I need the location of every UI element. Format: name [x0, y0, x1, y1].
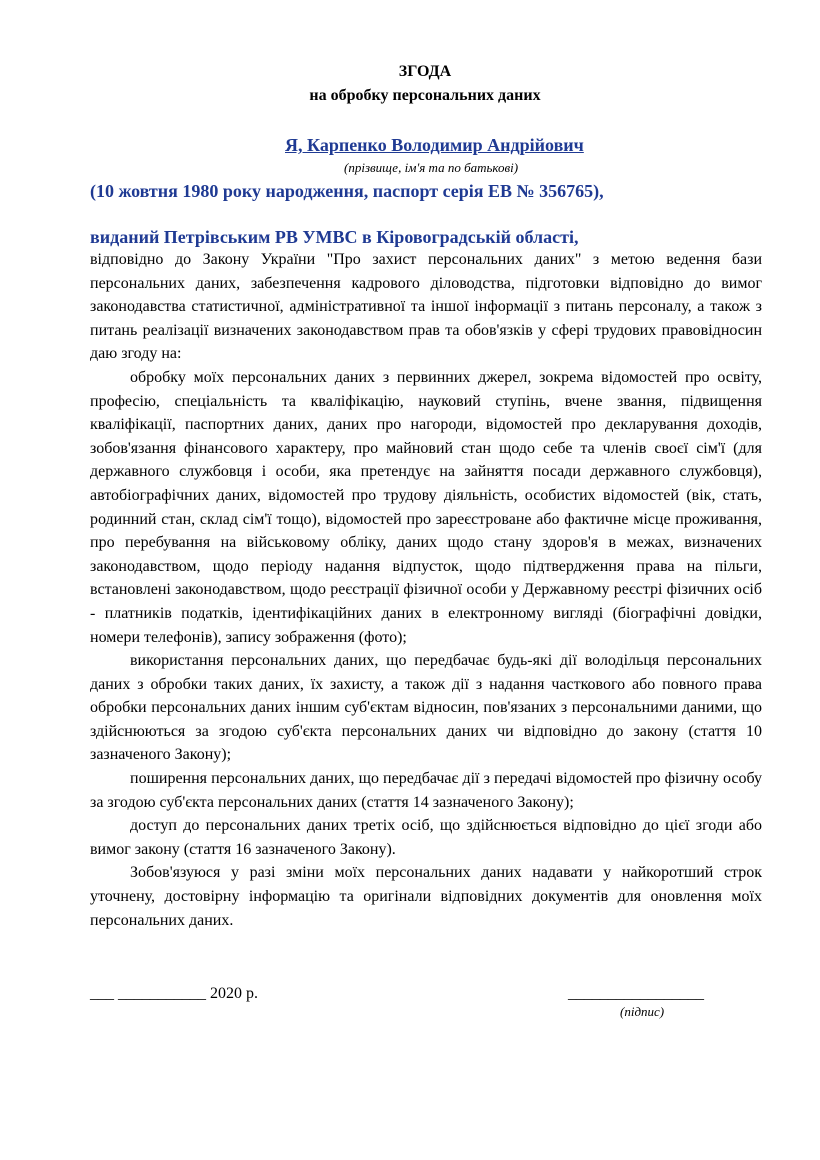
processing-paragraph: обробку моїх персональних даних з первинних джерел, зокрема відомостей про освіту, професію, спеціальність та кваліфікацію, науковий ступінь, вчене звання, підвищення кваліфікації, паспортних даних, даних про нагороди, відомостей про декларування доходів, зобов'язання фінансового характеру, про майновий стан щодо себе та членів своєї сім'ї (для державного службовця і особи, яка претендує на зайняття посади державного службовця), автобіографічних даних, відомостей про трудову діяльність, особистих відомостей (вік, стать, родинний стан, склад сім'ї тощо), відомостей про зареєстроване або фактичне місце проживання, про перебування на військовому обліку, даних щодо стану здоров'я в межах, визначених законодавством, щодо періоду надання відпусток, щодо підтвердження права на пільги, встановлені законодавством, щодо реєстрації фізичної особи у Державному реєстрі фізичних осіб - платників податків, ідентифікаційних даних в електронному вигляді (біографічні довідки, номери телефонів), запису зображення (фото); [90, 368, 762, 646]
document-title: ЗГОДА [398, 63, 452, 80]
usage-paragraph: використання персональних даних, що передбачає будь-які дії володільця персональних даних з обробки таких даних, їх захисту, а також дії з надання часткового або повного права обробки персональних даних іншим суб'єктам відносин, пов'язаних з персональними даними, що здійснюються за згодою суб'єкта персональних даних чи відповідно до закону (стаття 10 зазначеного Закону); [90, 652, 762, 764]
person-name: Я, Карпенко Володимир Андрійович [285, 135, 584, 155]
distribution-paragraph: поширення персональних даних, що передбачає дії з передачі відомостей про фізичну особу за згодою суб'єкта персональних даних (стаття 14 зазначеного Закону); [90, 770, 762, 811]
birth-passport-info: (10 жовтня 1980 року народження, паспорт серія ЕВ № 356765), [90, 181, 604, 201]
document-subtitle: на обробку персональних даних [309, 87, 541, 104]
intro-paragraph: відповідно до Закону України "Про захист персональних даних" з метою ведення бази персональних даних, забезпечення кадрового діловодства, підготовки відповідно до вимог законодавства статистичної, адміністративної та іншої інформації з питань персоналу, а також з питань реалізації визначених законодавством прав та обов'язків у сфері трудових правовідносин даю згоду на: [90, 251, 762, 363]
signature-caption: (підпис) [620, 1004, 665, 1019]
document-body [90, 248, 762, 932]
signature-line: _________________ [568, 985, 704, 1002]
date-line: ___ ___________ 2020 р. [90, 985, 258, 1002]
third-party-access-paragraph: доступ до персональних даних третіх осіб, що здійснюється відповідно до цієї згоди або вимог закону (стаття 16 зазначеного Закону). [90, 817, 762, 858]
name-hint: (прізвище, ім'я та по батькові) [344, 160, 519, 175]
passport-issued-by: виданий Петрівським РВ УМВС в Кіровоградській області, [90, 227, 579, 247]
obligation-paragraph: Зобов'язуюся у разі зміни моїх персональних даних надавати у найкоротший строк уточнену, достовірну інформацію та оригінали відповідних документів для оновлення моїх персональних даних. [90, 864, 762, 929]
